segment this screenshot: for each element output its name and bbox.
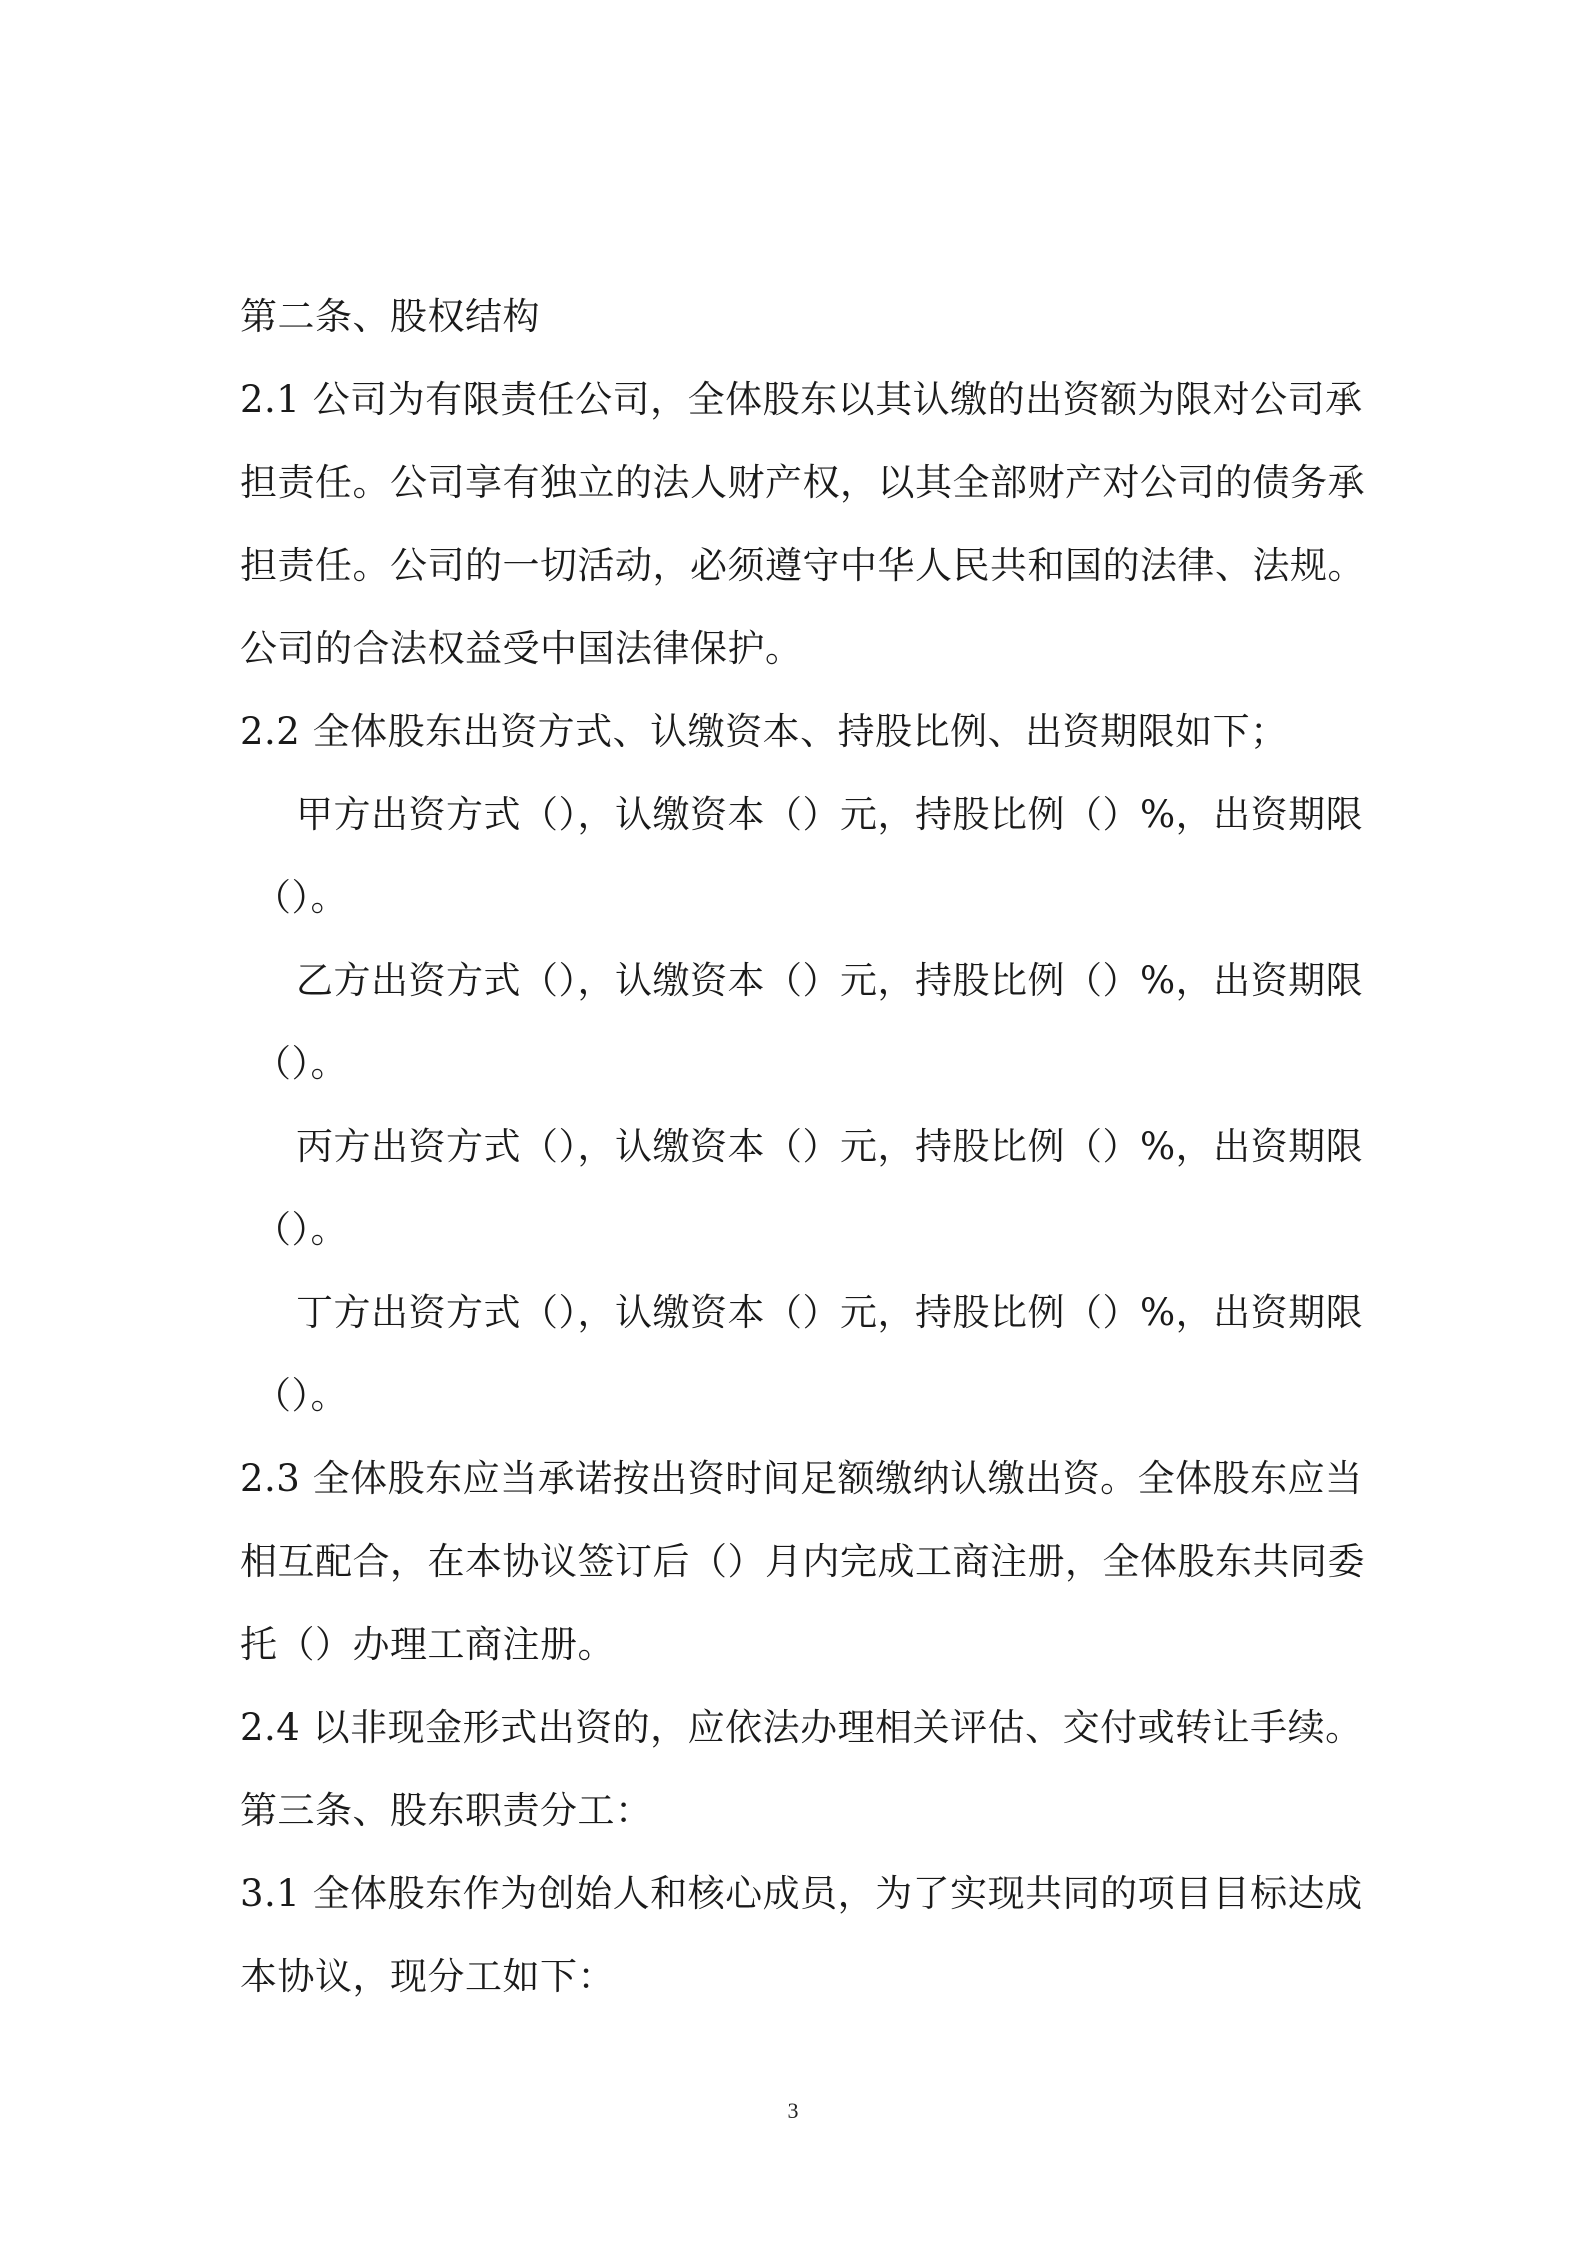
party-b-contribution: 乙方出资方式（），认缴资本（）元，持股比例（）%，出资期限 — [296, 959, 1364, 1002]
article-2-heading: 第二条、股权结构 — [240, 295, 540, 338]
party-c-contribution-cont: （）。 — [254, 1208, 348, 1251]
article-3-heading: 第三条、股东职责分工： — [240, 1789, 653, 1832]
clause-3-1-line: 本协议，现分工如下： — [240, 1955, 615, 1998]
clause-3-1-line: 3.1 全体股东作为创始人和核心成员，为了实现共同的项目目标达成 — [240, 1872, 1363, 1915]
clause-2-4-line: 2.4 以非现金形式出资的，应依法办理相关评估、交付或转让手续。 — [240, 1706, 1363, 1749]
page-number: 3 — [787, 2098, 799, 2123]
clause-2-3-line: 相互配合，在本协议签订后（）月内完成工商注册，全体股东共同委 — [240, 1540, 1365, 1583]
party-d-contribution: 丁方出资方式（），认缴资本（）元，持股比例（）%，出资期限 — [296, 1291, 1364, 1334]
party-a-contribution: 甲方出资方式（），认缴资本（）元，持股比例（）%，出资期限 — [296, 793, 1364, 836]
party-b-contribution-cont: （）。 — [254, 1042, 348, 1085]
party-c-contribution: 丙方出资方式（），认缴资本（）元，持股比例（）%，出资期限 — [296, 1125, 1364, 1168]
document-body — [240, 275, 1365, 2018]
clause-2-3-line: 2.3 全体股东应当承诺按出资时间足额缴纳认缴出资。全体股东应当 — [240, 1457, 1363, 1500]
clause-2-3-line: 托（）办理工商注册。 — [240, 1623, 615, 1666]
clause-2-1-line: 2.1 公司为有限责任公司，全体股东以其认缴的出资额为限对公司承 — [240, 378, 1363, 421]
clause-2-2-line: 2.2 全体股东出资方式、认缴资本、持股比例、出资期限如下； — [240, 710, 1288, 753]
clause-2-1-line: 担责任。公司的一切活动，必须遵守中华人民共和国的法律、法规。 — [240, 544, 1365, 587]
clause-2-1-line: 担责任。公司享有独立的法人财产权，以其全部财产对公司的债务承 — [240, 461, 1365, 504]
party-d-contribution-cont: （）。 — [254, 1374, 348, 1417]
party-a-contribution-cont: （）。 — [254, 876, 348, 919]
clause-2-1-line: 公司的合法权益受中国法律保护。 — [240, 627, 803, 670]
